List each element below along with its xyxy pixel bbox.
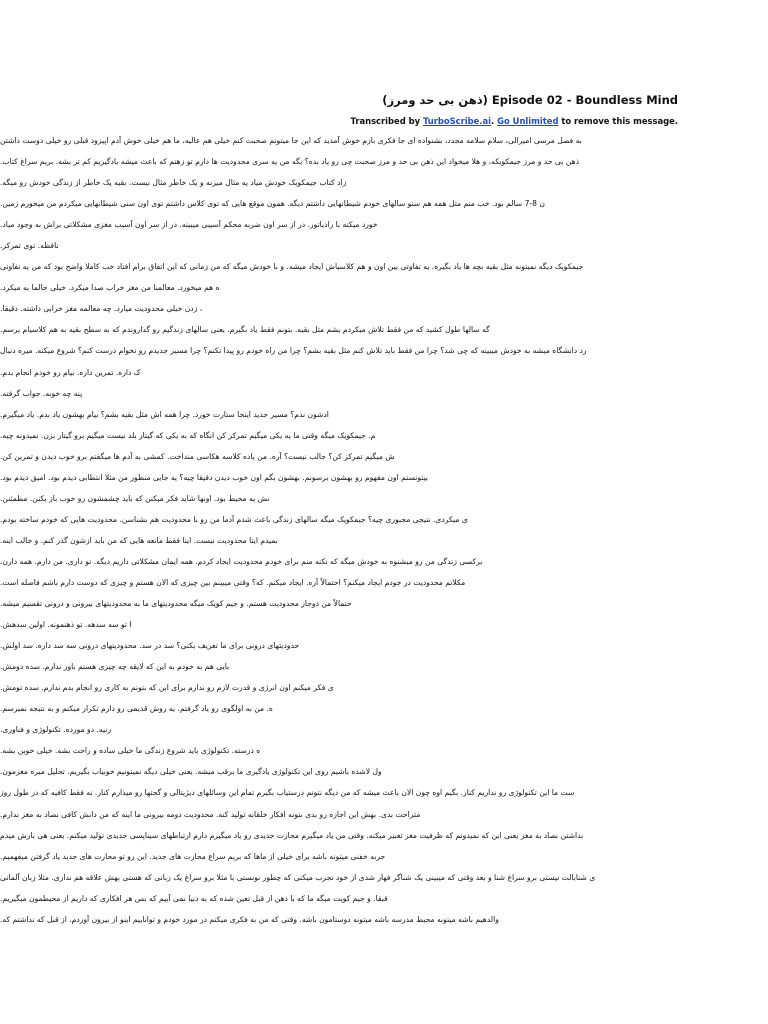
transcript-line <box>0 193 678 214</box>
transcript-line <box>0 677 678 698</box>
transcript-line-text: پنه چه خوبه. جواب گرفته. <box>0 388 83 398</box>
transcript-line-text: ک داره. تمرین داره. بیام رو خودم انجام بدم. <box>0 367 141 377</box>
transcript-line-text: زاد کتاب جیمکویک خودش میاد یه مثال میزنه و یک خاطر مثال نیست. بقیه یک خاطر از زندگی خودش رو میگه. <box>0 178 347 188</box>
transcript-line <box>0 804 678 825</box>
transcript-line-text: ش میگیم تمرکز کن؟ جالب نیست؟ آره. من یاده کلاسه هکاسی منداخت. کمشی به آدم ها میگفتم برو خوب دیدن و تمرین کن. <box>0 451 395 461</box>
transcript-line-text: والدهیم باشه میتونه محیط مدرسه باشه میتونه دوستامون باشه. وقتی که من به فکری میکنم در مورد خودم و تواناییم اینو از بیرون آوردم. از قبل که نداشتم که. <box>0 914 499 924</box>
go-unlimited-link[interactable]: Go Unlimited <box>497 116 559 126</box>
document-title <box>382 93 678 107</box>
transcript-line-text: بایی هم به خودم به این که لایقه چه چیزی هستم باور ندارم. سده دومش. <box>0 662 230 672</box>
transcript-line <box>0 551 678 572</box>
transcript-line-text: جیمکویک دیگه نمیتونه مثل بقیه بچه ها یاد بگیره. یه تفاوتی بین اون و هم کلاسیاش ایجاد میشه. و با خودش میگه که من زمانی که این اتفاق برام افتاد خب کاملا واضح بود که من یه تفاوتی <box>0 262 584 272</box>
transcript-line <box>0 909 678 930</box>
title-english: Episode 02 - Boundless Mind <box>491 93 678 107</box>
transcript-line <box>0 277 678 298</box>
transcript-line-text: رد دانشگاه میشه به خودش میبینه که چی شد؟ چرا من فقط باید تلاش کنم مثل بقیه بشم؟ چرا من راه خودم رو پیدا نکنم؟ چرا مسیر جدیدم رو نخوام درست کنم؟ شروع میکنه. میره دنبال <box>0 346 587 356</box>
transcript-line-text: به فصل مرسی امیرالی، سلام سلامه مجدد، بشنواده ای جا فکری بازم خوش آمدید که این جا میتونم صحبت کنم خیلی هم عالیه، ما هم خیلی خوش آدم اپیزود قبلی رو خیلی دوست داشتن <box>0 136 582 145</box>
transcript-line <box>0 593 678 614</box>
transcript-line <box>0 256 678 277</box>
transcript-line-text: ن 8-7 سالم بود. خب منم مثل همه هم سنو سالهای خودم شیطانهایی داشتم دیگه. همون موقع هایی که توی کلاس داشتم توی اون سنی شیطانهایی میکردم من میخورم زمین. <box>0 199 545 209</box>
transcript-line-text: خورد میکنه با رادیاتور. در از سر اون ضربه محکم آسیبی میبینه. در از سر اون آسیب مغزی مشکلاتی براش به وجود میاد. <box>0 220 378 230</box>
transcript-line-text: بداشتن نصاد به مغز یعنی این که نمیدونم که ظرفیت مغز تعبیر میکنه. وقتی من یاد میگیرم محارت جدیدی رو یاد میگیرم دارم ارتباطهای سیناپسی جدیدی تولید میکنم. یعنی هی بارش میدم <box>0 830 584 840</box>
transcript-line <box>0 846 678 867</box>
transcript-line <box>0 446 678 467</box>
notice-suffix: to remove this message. <box>558 116 678 126</box>
transcript-line <box>0 488 678 509</box>
transcript-line <box>0 614 678 635</box>
transcript-line <box>0 572 678 593</box>
transcript-line-text: مکلاتم محدودیت در خودم ایجاد میکنم؟ احتمالاً آره. ایجاد میکنم. که؟ وقتی میبینم بین چیزی که الان هستم و چیزی که دوست دارم باشم فاصله است. <box>0 577 466 587</box>
transcript-line-text: ادشون ندم؟ مسیر جدید اینجا ستارت خورد. چرا همه اش مثل بقیه بشم؟ بیام بهشون یاد بدم. یاد میگیرم. <box>0 409 329 419</box>
transcription-notice <box>351 116 678 126</box>
title-persian: (ذهن بی حد ومرز) <box>382 93 488 107</box>
transcript-line-text: رنیه. دو مورده. تکنولوژی و فناوری. <box>0 725 112 735</box>
transcript-line <box>0 888 678 909</box>
transcript-line-text: م. جیمکویک میگه وقتی ما یه یکی میگیم تمرکز کن انگاه که به یکی که گیتار بلد نیست میگیم برو گیتار بزن. نمیدونه چیه. <box>0 430 376 440</box>
transcript-line <box>0 761 678 782</box>
transcript-line-text: ه. من به اولگوی رو یاد گرفتم. یه روش قدیمی رو دارم تکرار میکنم و به نتیجه نمیرسم. <box>0 704 273 714</box>
transcript-line-text: ه درسته. تکنولوژی باید شروع زندگی ما خیلی ساده و راحت بشه. خیلی خوبن بشه. <box>0 746 261 756</box>
transcript-line <box>0 740 678 761</box>
transcript-line <box>0 635 678 656</box>
transcript-line-text: ه هم میخورد. معالمنا من مغز خراب صدا میکرد. خیلی حالما به میکرد. <box>0 283 220 293</box>
transcript-line <box>0 362 678 383</box>
transcript-line-text: بیتونستم اون مفهوم رو بهشون برسونم. بهشون بگم اون خوب دیدن دقیقا چیه؟ یه جایی منظور من مثلا انتطابی دیدم بود. امیق دیدم بود. <box>0 472 429 482</box>
transcript-line-text: متراحت بدی. بهش این اجازه رو بدی بتونه افکار خلقانه تولید کنه. محدودیت دومه بیرونی ما اینه که من دانش کافی نصاد به مغز ندارم. <box>0 809 421 819</box>
transcript-line <box>0 319 678 340</box>
transcript-body <box>0 130 678 930</box>
transcript-line-text: ا تو سه سدهه. تو ذهنمونه. اولین سدهش. <box>0 620 132 630</box>
transcript-line <box>0 214 678 235</box>
notice-prefix: Transcribed by <box>350 116 423 126</box>
transcript-line-text: گه سالها طول کشید که من فقط تلاش میکردم بشم مثل بقیه. بتونم فقط یاد بگیرم. یعنی سالهای زندگیم رو گذاروندم که به سطح بقیه به هم کلاسیام برسم. <box>0 325 490 335</box>
notice-separator: . <box>491 116 498 126</box>
transcript-line-text: حدودیتهای درونی برای ما تعریف بکنی؟ سد در سد. محدودیتهای درونی سه سد داره. سد اولش. <box>0 641 300 651</box>
transcript-line <box>0 151 678 172</box>
turboscribe-link[interactable]: TurboScribe.ai <box>422 116 491 126</box>
transcript-line-text: ی شنابالت نیستی برو سراغ شنا و بعد وقتی که میبینی یک شناگر فهار شدی از خود تجرب میکنی که چطور نونستی با مثلا برو سراغ یک زبانی که هستی بهش علاقه هم نداری. مثلا زبان آلمانی <box>0 872 596 882</box>
transcript-line <box>0 530 678 551</box>
transcript-line-text: حتمالاً من دوجار محدودیت هستم. و جیم کویک میگه محدودیتهای ما به محدودیتهای بیرونی و درونی تقسیم میشه. <box>0 599 352 609</box>
transcript-line-text: برکسی زندگی من رو میشنوه به خودش میگه که نکنه منم برای خودم محدودیت ایجاد کردم. همه ایمان مشکلاتی داریم دیگه. تو داری. من دارم. همه دارن. <box>0 556 483 566</box>
transcript-line <box>0 656 678 677</box>
transcript-line-text: جربه خفنی میتونه باشه برای خیلی از ماها که بریم سراغ محارت های جدید. این رو تو محارت های جدید یاد گرفتن میفهمیم. <box>0 851 386 861</box>
transcript-line <box>0 867 678 888</box>
transcript-line <box>0 825 678 846</box>
transcript-line-text: ذهن بی حد و مرز جیمکویکه، و هلا میخواد این ذهن بی حد و مرز صحبت چی رو یاد بده؟ بگه من یه سری محدودیت ها دارم تو زهنم که باعث میشه یادگیریم کم تر بشه. بریم سراغ کتاب. <box>0 157 579 167</box>
transcript-line <box>0 340 678 361</box>
transcript-line-text: ی فکر میکنم اون انرژی و قدرت لازم رو ندارم برای این که بتونم به کاری رو انجام بدم ندارم. سده تومش. <box>0 683 334 693</box>
transcript-line <box>0 719 678 740</box>
transcript-line <box>0 698 678 719</box>
transcript-line <box>0 509 678 530</box>
transcript-line <box>0 130 678 151</box>
transcript-line <box>0 467 678 488</box>
transcript-line-text: ی میکردی. نتیجی مجبوری چیه؟ جیمکویک میگه سالهای زندگی باعث شدم آدما من رو با محدودیت هم بشناسن. محدودیت هایی که خودم ساخته بودم. <box>0 514 468 524</box>
transcript-line <box>0 425 678 446</box>
transcript-line-text: بمیدم اینا محدودیت نیست. اینا فقط مانعه هایی که من باید ازشون گذر کنم. و جالب اینه. <box>0 535 278 545</box>
transcript-line-text: ست ما این تکنولوژی رو نداریم کنار. بگیم اوه چون الان باعث میشه که من دیگه نتونم درستیاب بگیرم تمام این وسائلهای دیژیتالی و گجتها رو میذارم کنار. نه فقط کافیه که در طول روز <box>0 788 575 798</box>
transcript-line-text: قبقا. و جیم کویت میگه ما که با ذهن از قبل تعین شده که به دنیا نمی آییم که بس هر افکاری که داریم از محیطمون میگیریم. <box>0 893 388 903</box>
transcript-line <box>0 172 678 193</box>
transcript-line <box>0 782 678 803</box>
transcript-line <box>0 298 678 319</box>
transcript-line-text: نش یه محیط بود. اونها شاید فکر میکنن که باید چشمشون رو خوب باز بکنن. مطمئنن. <box>0 493 270 503</box>
transcript-line <box>0 235 678 256</box>
transcript-line-text: ول لاشده باشیم روی این تکنولوژی یادگیری ما برقب میشه. یعنی خیلی دیگه نمیتونیم خوبیاب بگیریم. تحلیل میره مغزمون. <box>0 767 382 777</box>
transcript-line <box>0 404 678 425</box>
transcript-line <box>0 383 678 404</box>
transcript-line-text: ، زدن خیلی محدودیت میارد. چه معالمه مغز خرابی داشته. دقیقا. <box>0 304 203 314</box>
transcript-line-text: نافظه. توی تمرکز. <box>0 241 59 251</box>
